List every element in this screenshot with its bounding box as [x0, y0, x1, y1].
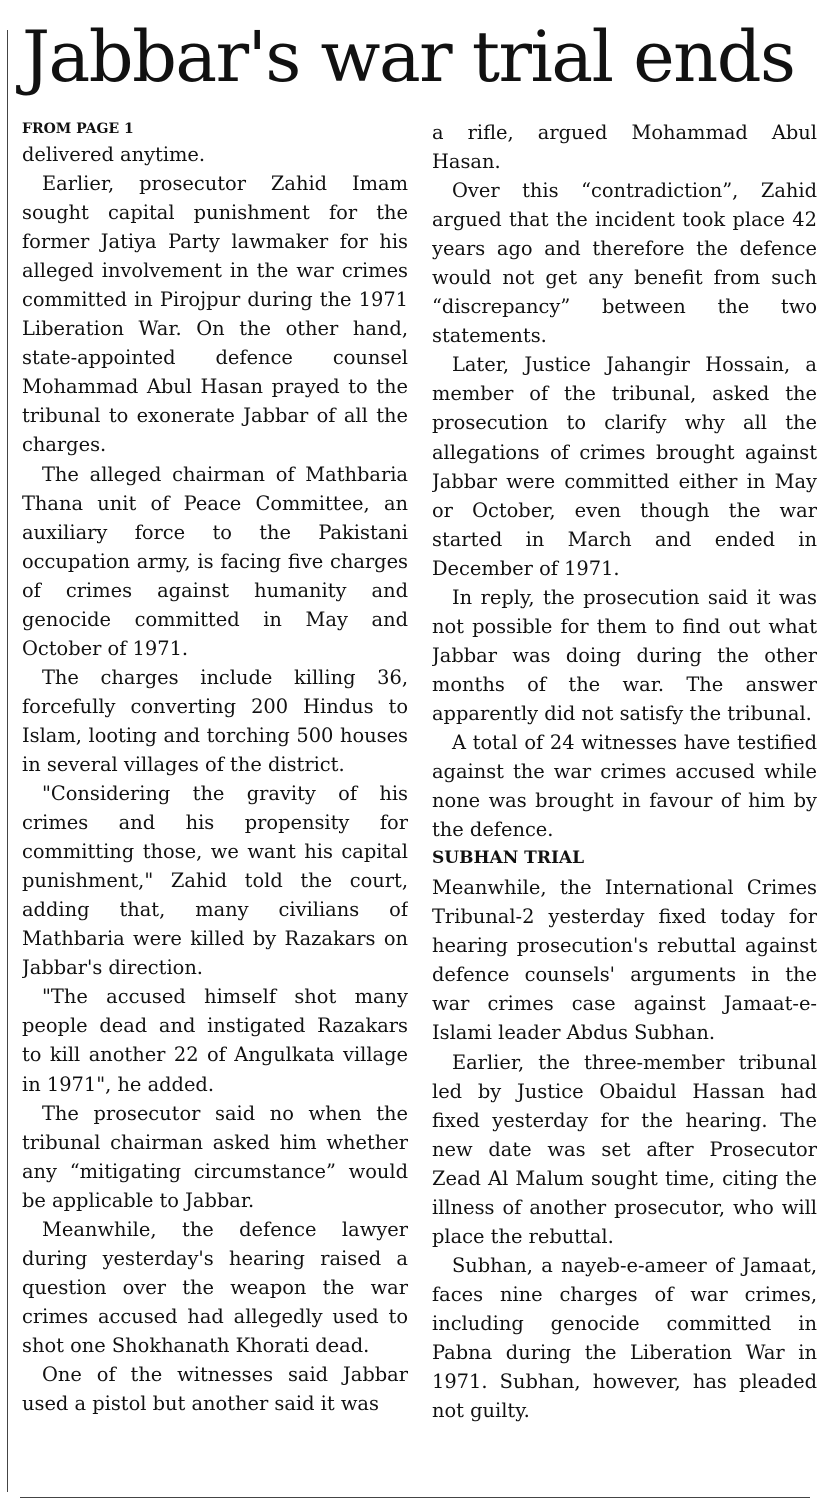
article-paragraph: Meanwhile, the defence lawyer during yesterday's hearing raised a question over the weapon the war crimes accused had allegedly used to shot one Shokhanath Khorati dead.	[22, 1217, 408, 1357]
headline: Jabbar's war trial ends	[22, 16, 795, 98]
article-paragraph: The charges include killing 36, forcefully converting 200 Hindus to Islam, looting and torching 500 houses in several villages of the district.	[22, 665, 408, 776]
article-paragraph: One of the witnesses said Jabbar used a pistol but another said it was	[22, 1362, 408, 1416]
article-paragraph: Subhan, a nayeb-e-ameer of Jamaat, faces nine charges of war crimes, including genocide committed in Pabna during the Liberation War in 1971. Subhan, however, has pleaded not guilty.	[432, 1253, 817, 1423]
article-paragraph: Over this “contradiction”, Zahid argued that the incident took place 42 years ago and therefore the defence would not get any benefit from such “discrepancy” between the two statements.	[432, 179, 817, 348]
article-paragraph: The prosecutor said no when the tribunal chairman asked him whether any “mitigating circumstance” would be applicable to Jabbar.	[22, 1101, 408, 1212]
section-subhead: SUBHAN TRIAL	[432, 848, 585, 869]
article-paragraph: delivered anytime.	[22, 143, 206, 166]
article-paragraph: "Considering the gravity of his crimes and his propensity for committing those, we want his capital punishment," Zahid told the court, adding that, many civilians of Mathbaria were killed by Razakars on Jabbar's direction.	[22, 782, 408, 980]
article-column-right	[432, 118, 817, 1493]
article-paragraph: "The accused himself shot many people dead and instigated Razakars to kill another 22 of Angulkata village in 1971", he added.	[22, 985, 408, 1096]
article-paragraph: Meanwhile, the International Crimes Tribunal-2 yesterday fixed today for hearing prosecution's rebuttal against defence counsels' arguments in the war crimes case against Jamaat-e-Islami leader Abdus Subhan.	[432, 876, 817, 1045]
article-paragraph: Earlier, prosecutor Zahid Imam sought capital punishment for the former Jatiya Party lawmaker for his alleged involvement in the war crimes committed in Pirojpur during the 1971 Liberation War. On the other hand, state-appointed defence counsel Mohammad Abul Hasan prayed to the tribunal to exonerate Jabbar of all the charges.	[22, 172, 408, 457]
article-paragraph: The alleged chairman of Mathbaria Thana unit of Peace Committee, an auxiliary force to the Pakistani occupation army, is facing five charges of crimes against humanity and genocide committed in May and October of 1971.	[22, 462, 408, 660]
article-paragraph: Earlier, the three-member tribunal led by Justice Obaidul Hassan had fixed yesterday for the hearing. The new date was set after Prosecutor Zead Al Malum sought time, citing the illness of another prosecutor, who will place the rebuttal.	[432, 1050, 817, 1248]
left-column-rule	[7, 30, 8, 1492]
article-paragraph: Later, Justice Jahangir Hossain, a member of the tribunal, asked the prosecution to clarify why all the allegations of crimes brought against Jabbar were committed either in May or October, even though the war started in March and ended in December of 1971.	[432, 353, 817, 580]
article-paragraph: a rifle, argued Mohammad Abul Hasan.	[432, 121, 817, 174]
article-paragraph: In reply, the prosecution said it was not possible for them to find out what Jabbar was doing during the other months of the war. The answer apparently did not satisfy the tribunal.	[432, 585, 817, 725]
article-column-left	[22, 118, 408, 1493]
article-paragraph: A total of 24 witnesses have testified against the war crimes accused while none was brought in favour of him by the defence.	[432, 730, 817, 842]
bottom-rule	[20, 1497, 810, 1498]
continuation-kicker: FROM PAGE 1	[22, 121, 134, 137]
